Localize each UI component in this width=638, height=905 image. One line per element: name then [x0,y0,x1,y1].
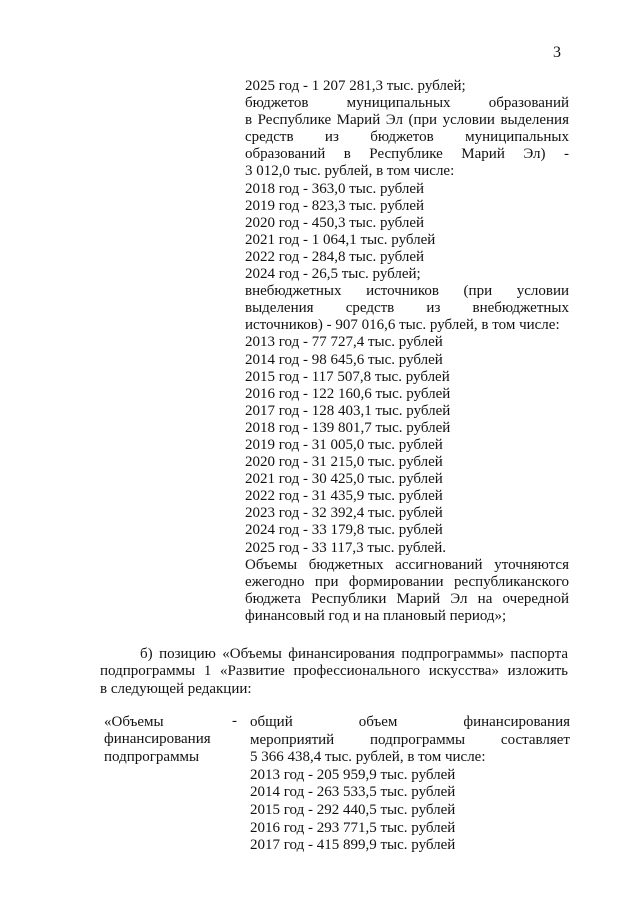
text-line: 2018 год - 363,0 тыс. рублей [245,180,425,197]
text-line: бюджета Республики Марий Эл на очередной [245,590,569,607]
text-line: образований в Республике Марий Эл) - [245,146,569,163]
page-number: 3 [553,44,561,61]
value-line: мероприятий подпрограммы составляет [250,731,570,748]
label-line: «Объемы [104,714,164,730]
value-line: 2016 год - 293 771,5 тыс. рублей [250,819,456,836]
text-line: средств из бюджетов муниципальных [245,129,569,146]
text-line: 2021 год - 30 425,0 тыс. рублей [245,471,443,488]
text-line: бюджетов муниципальных образований [245,95,569,112]
text-line: 2019 год - 31 005,0 тыс. рублей [245,436,443,453]
label-line: подпрограммы [104,748,200,765]
text-line: 2022 год - 284,8 тыс. рублей [245,248,425,265]
text-line: в Республике Марий Эл (при условии выделения [245,112,569,129]
text-line: 2021 год - 1 064,1 тыс. рублей [245,231,436,248]
text-line: 2020 год - 450,3 тыс. рублей [245,214,425,231]
paragraph-line: в следующей редакции: [100,680,252,697]
table-label-column [104,714,222,766]
text-line: 2019 год - 823,3 тыс. рублей [245,197,425,214]
label-line: финансирования [104,731,211,748]
text-line: 3 012,0 тыс. рублей, в том числе: [245,163,455,180]
table-value-column [250,714,570,855]
text-line: 2016 год - 122 160,6 тыс. рублей [245,385,451,402]
value-line: 2017 год - 415 899,9 тыс. рублей [250,837,456,854]
paragraph-line: б) позицию «Объемы финансирования подпрограммы» паспорта [140,646,568,662]
text-line: ежегодно при формировании республиканского [245,573,569,590]
value-line: 2015 год - 292 440,5 тыс. рублей [250,801,456,818]
text-line: Объемы бюджетных ассигнований уточняются [245,556,569,573]
text-line: 2024 год - 33 179,8 тыс. рублей [245,522,443,539]
text-line: 2025 год - 33 117,3 тыс. рублей. [245,539,446,556]
text-line: выделения средств из внебюджетных [245,300,569,317]
text-line: 2014 год - 98 645,6 тыс. рублей [245,351,443,368]
text-line: 2015 год - 117 507,8 тыс. рублей [245,368,450,385]
value-line: 2014 год - 263 533,5 тыс. рублей [250,784,456,801]
text-line: 2018 год - 139 801,7 тыс. рублей [245,419,451,436]
text-line: 2022 год - 31 435,9 тыс. рублей [245,488,443,505]
table-dash: - [232,713,237,729]
text-line: 2025 год - 1 207 281,3 тыс. рублей; [245,78,466,94]
amendment-paragraph [100,646,568,698]
text-line: 2017 год - 128 403,1 тыс. рублей [245,402,451,419]
text-line: 2023 год - 32 392,4 тыс. рублей [245,505,443,522]
value-line: 5 366 438,4 тыс. рублей, в том числе: [250,749,486,766]
funding-continuation-block [245,78,569,625]
value-line: общий объем финансирования [250,714,570,730]
text-line: 2020 год - 31 215,0 тыс. рублей [245,454,443,471]
text-line: 2013 год - 77 727,4 тыс. рублей [245,334,443,351]
text-line: 2024 год - 26,5 тыс. рублей; [245,266,421,283]
text-line: финансовый год и на плановый период»; [245,607,507,624]
value-line: 2013 год - 205 959,9 тыс. рублей [250,766,456,783]
text-line: внебюджетных источников (при условии [245,283,569,300]
text-line: источников) - 907 016,6 тыс. рублей, в том числе: [245,317,560,334]
paragraph-line: подпрограммы 1 «Развитие профессионального искусства» изложить [100,663,568,680]
